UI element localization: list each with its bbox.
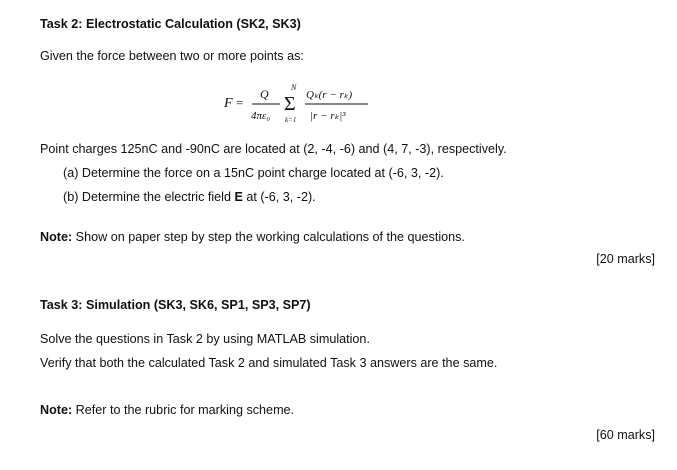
task3-line1: Solve the questions in Task 2 by using MATLAB simulation. <box>40 332 370 346</box>
task2-statement: Point charges 125nC and -90nC are located at (2, -4, -6) and (4, 7, -3), respectively. <box>40 142 507 156</box>
term-denominator: |r − rₖ|³ <box>310 110 346 122</box>
part-b-prefix: (b) Determine the electric field <box>63 190 235 204</box>
task2-intro: Given the force between two or more points as: <box>40 49 304 63</box>
sum-symbol: Σ <box>284 93 296 115</box>
coulomb-force-formula <box>222 83 382 129</box>
task2-note-text: Show on paper step by step the working calculations of the questions. <box>72 230 465 244</box>
formula-numerator: Q <box>260 87 269 101</box>
task2-part-a: (a) Determine the force on a 15nC point charge located at (-6, 3, -2). <box>63 166 444 180</box>
part-b-suffix: at (-6, 3, -2). <box>242 190 316 204</box>
term-numerator: Qₖ(r − rₖ) <box>306 89 353 101</box>
formula-equals: = <box>236 95 244 110</box>
task2-note <box>40 229 465 245</box>
part-b-bold: E <box>234 190 243 204</box>
task3-line2: Verify that both the calculated Task 2 and simulated Task 3 answers are the same. <box>40 356 498 370</box>
task3-marks: [60 marks] <box>596 428 655 442</box>
task2-part-b <box>63 189 316 205</box>
task3-heading: Task 3: Simulation (SK3, SK6, SP1, SP3, SP7) <box>40 298 311 312</box>
task2-note-label: Note: <box>40 230 73 244</box>
task3-note <box>40 402 294 418</box>
formula-lhs: F <box>224 96 233 111</box>
task3-note-text: Refer to the rubric for marking scheme. <box>72 403 295 417</box>
sum-upper: N <box>291 83 297 92</box>
formula-denominator: 4πε₀ <box>251 110 271 122</box>
sum-lower: k=1 <box>285 116 297 124</box>
task2-heading: Task 2: Electrostatic Calculation (SK2, SK3) <box>40 17 301 31</box>
task2-marks: [20 marks] <box>596 252 655 266</box>
task3-note-label: Note: <box>40 403 73 417</box>
